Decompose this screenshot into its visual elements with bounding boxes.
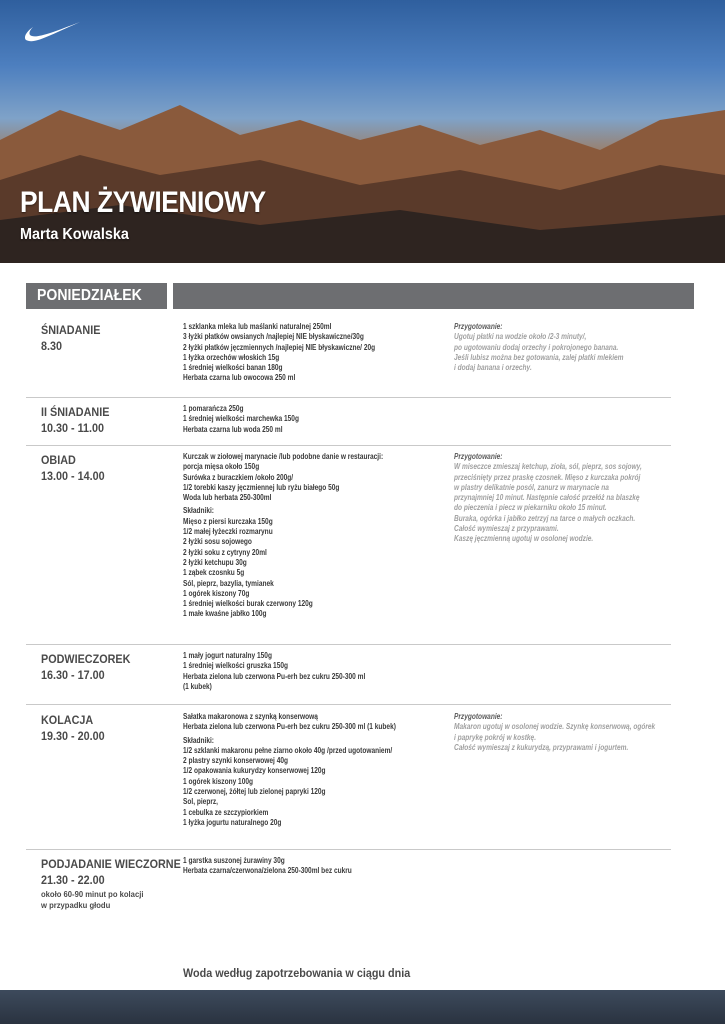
item-line: 3 łyżki płatków owsianych /najlepiej NIE błyskawiczne/30g xyxy=(183,332,364,342)
meal-items xyxy=(183,712,433,828)
item-line: porcja mięsa około 150g xyxy=(183,462,260,472)
prep-line: Makaron ugotuj w osolonej wodzie. Szynkę konserwową, ogórek xyxy=(454,722,656,732)
prep-line: W miseczce zmieszaj ketchup, zioła, sól, pieprz, sos sojowy, xyxy=(454,462,642,472)
meal-items xyxy=(183,651,433,692)
ingredient-line: 2 plastry szynki konserwowej 40g xyxy=(183,756,289,766)
ingredient-line: 1 małe kwaśne jabłko 100g xyxy=(183,609,267,619)
day-label: PONIEDZIAŁEK xyxy=(26,283,167,309)
meal-items xyxy=(183,856,433,877)
item-line: Sałatka makaronowa z szynką konserwową xyxy=(183,712,318,721)
ingredient-line: 1 łyżka jogurtu naturalnego 20g xyxy=(183,817,282,827)
ingredient-line: 2 łyżki soku z cytryny 20ml xyxy=(183,547,267,557)
meal-name: PODWIECZOREK xyxy=(41,652,131,666)
meal-note: w przypadku głodu xyxy=(41,900,111,910)
meal-name: KOLACJA xyxy=(41,713,94,727)
item-line: Herbata zielona lub czerwona Pu-erh bez cukru 250-300 ml xyxy=(183,671,366,681)
ingredient-line: 1 ząbek czosnku 5g xyxy=(183,568,245,578)
prep-line: Kaszę jęczmienną ugotuj w osolonej wodzie. xyxy=(454,534,594,544)
day-header xyxy=(26,283,694,309)
ingredient-line: Mięso z piersi kurczaka 150g xyxy=(183,516,273,526)
divider xyxy=(26,445,671,446)
prep-line: i dodaj banana i orzechy. xyxy=(454,363,532,373)
item-line: Herbata zielona lub czerwona Pu-erh bez cukru 250-300 ml (1 kubek) xyxy=(183,722,396,732)
ingredient-line: 2 łyżki ketchupu 30g xyxy=(183,557,247,567)
prep-line: przeciśnięty przez praskę czosnek. Mięso z kurczaka pokrój xyxy=(454,472,641,482)
item-line: 1 garstka suszonej żurawiny 30g xyxy=(183,856,285,865)
meal-preparation xyxy=(454,712,674,753)
prep-line: przynajmniej 10 minut. Następnie całość przełóż na blaszkę xyxy=(454,493,640,503)
meal-items xyxy=(183,322,433,384)
ingredient-line: Sol, pieprz, xyxy=(183,797,218,807)
meal-time: 8.30 xyxy=(41,339,63,353)
ingredient-line: 2 łyżki sosu sojowego xyxy=(183,537,252,547)
meal-name: PODJADANIE WIECZORNE xyxy=(41,857,181,871)
prep-line: Jeśli lubisz można bez gotowania, zalej płatki mlekiem xyxy=(454,352,624,362)
footer-note: Woda według zapotrzebowania w ciągu dnia xyxy=(183,966,411,980)
meal-name: OBIAD xyxy=(41,453,76,467)
meal-preparation xyxy=(454,452,674,545)
ingredient-line: 1/2 czerwonej, żółtej lub zielonej papryki 120g xyxy=(183,787,326,797)
ingredient-line: Sól, pieprz, bazylia, tymianek xyxy=(183,578,274,588)
ingredient-line: 1/2 małej łyżeczki rozmarynu xyxy=(183,527,273,537)
divider xyxy=(26,397,671,398)
divider xyxy=(26,704,671,705)
prep-line: Całość wymieszaj z przyprawami. xyxy=(454,524,559,534)
page-title: PLAN ŻYWIENIOWY xyxy=(20,186,266,219)
item-line: Surówka z buraczkiem /około 200g/ xyxy=(183,472,294,482)
meal-name: II ŚNIADANIE xyxy=(41,405,110,419)
prep-line: w plastry delikatnie posól, zanurz w marynacie na xyxy=(454,482,609,492)
meal-time: 10.30 - 11.00 xyxy=(41,421,105,435)
meal-items xyxy=(183,452,433,620)
prep-line: i paprykę pokrój w kostkę. xyxy=(454,732,537,742)
prep-line: Całość wymieszaj z kukurydzą, przyprawami i jogurtem. xyxy=(454,742,629,752)
item-line: 1 szklanka mleka lub maślanki naturalnej 250ml xyxy=(183,322,332,331)
ingredient-line: 1 ogórek kiszony 70g xyxy=(183,588,250,598)
prep-title: Przygotowanie: xyxy=(454,322,503,331)
meal-note: około 60-90 minut po kolacji xyxy=(41,889,144,899)
item-line: 1 łyżka orzechów włoskich 15g xyxy=(183,352,280,362)
divider xyxy=(26,849,671,850)
ingredient-line: 1 ogórek kiszony 100g xyxy=(183,776,254,786)
prep-title: Przygotowanie: xyxy=(454,452,503,461)
divider xyxy=(26,644,671,645)
ingredient-line: 1/2 opakowania kukurydzy konserwowej 120g xyxy=(183,766,326,776)
meal-time: 16.30 - 17.00 xyxy=(41,668,105,682)
item-line: Woda lub herbata 250-300ml xyxy=(183,493,272,503)
ingredient-line: 1/2 szklanki makaronu pełne ziarno około 40g /przed ugotowaniem/ xyxy=(183,745,393,755)
item-line: 1/2 torebki kaszy jęczmiennej lub ryżu białego 50g xyxy=(183,482,340,492)
item-line: (1 kubek) xyxy=(183,681,212,691)
item-line: 1 średniej wielkości banan 180g xyxy=(183,363,283,373)
prep-line: Buraka, ogórka i jabłko zetrzyj na tarce o małych oczkach. xyxy=(454,513,636,523)
item-line: 2 łyżki płatków jęczmiennych /najlepiej NIE błyskawiczne/ 20g xyxy=(183,342,376,352)
page-subtitle: Marta Kowalska xyxy=(20,226,129,243)
prep-line: Ugotuj płatki na wodzie około /2-3 minuty/, xyxy=(454,332,587,342)
item-line: Herbata czarna lub owocowa 250 ml xyxy=(183,373,296,383)
item-line: Kurczak w ziołowej marynacie /lub podobne danie w restauracji: xyxy=(183,452,384,461)
ingredients-title: Składniki: xyxy=(183,506,214,516)
day-header-bar xyxy=(173,283,694,309)
meal-items xyxy=(183,404,433,435)
nike-swoosh-icon xyxy=(24,20,82,44)
prep-title: Przygotowanie: xyxy=(454,712,503,721)
footer-image-strip xyxy=(0,990,725,1024)
meal-preparation xyxy=(454,322,674,373)
ingredients-title: Składniki: xyxy=(183,735,214,745)
prep-line: do pieczenia i piecz w piekarniku około 15 minut. xyxy=(454,503,607,513)
item-line: 1 mały jogurt naturalny 150g xyxy=(183,651,272,660)
item-line: 1 pomarańcza 250g xyxy=(183,404,244,413)
prep-line: po ugotowaniu dodaj orzechy i pokrojonego banana. xyxy=(454,342,619,352)
item-line: Herbata czarna lub woda 250 ml xyxy=(183,424,283,434)
meal-name: ŚNIADANIE xyxy=(41,323,101,337)
hero-banner xyxy=(0,0,725,263)
ingredient-line: 1 cebulka ze szczypiorkiem xyxy=(183,807,269,817)
ingredient-line: 1 średniej wielkości burak czerwony 120g xyxy=(183,599,313,609)
meal-time: 21.30 - 22.00 xyxy=(41,873,105,887)
item-line: Herbata czarna/czerwona/zielona 250-300ml bez cukru xyxy=(183,866,352,876)
meal-time: 13.00 - 14.00 xyxy=(41,469,105,483)
item-line: 1 średniej wielkości gruszka 150g xyxy=(183,661,289,671)
item-line: 1 średniej wielkości marchewka 150g xyxy=(183,414,299,424)
meal-time: 19.30 - 20.00 xyxy=(41,729,105,743)
